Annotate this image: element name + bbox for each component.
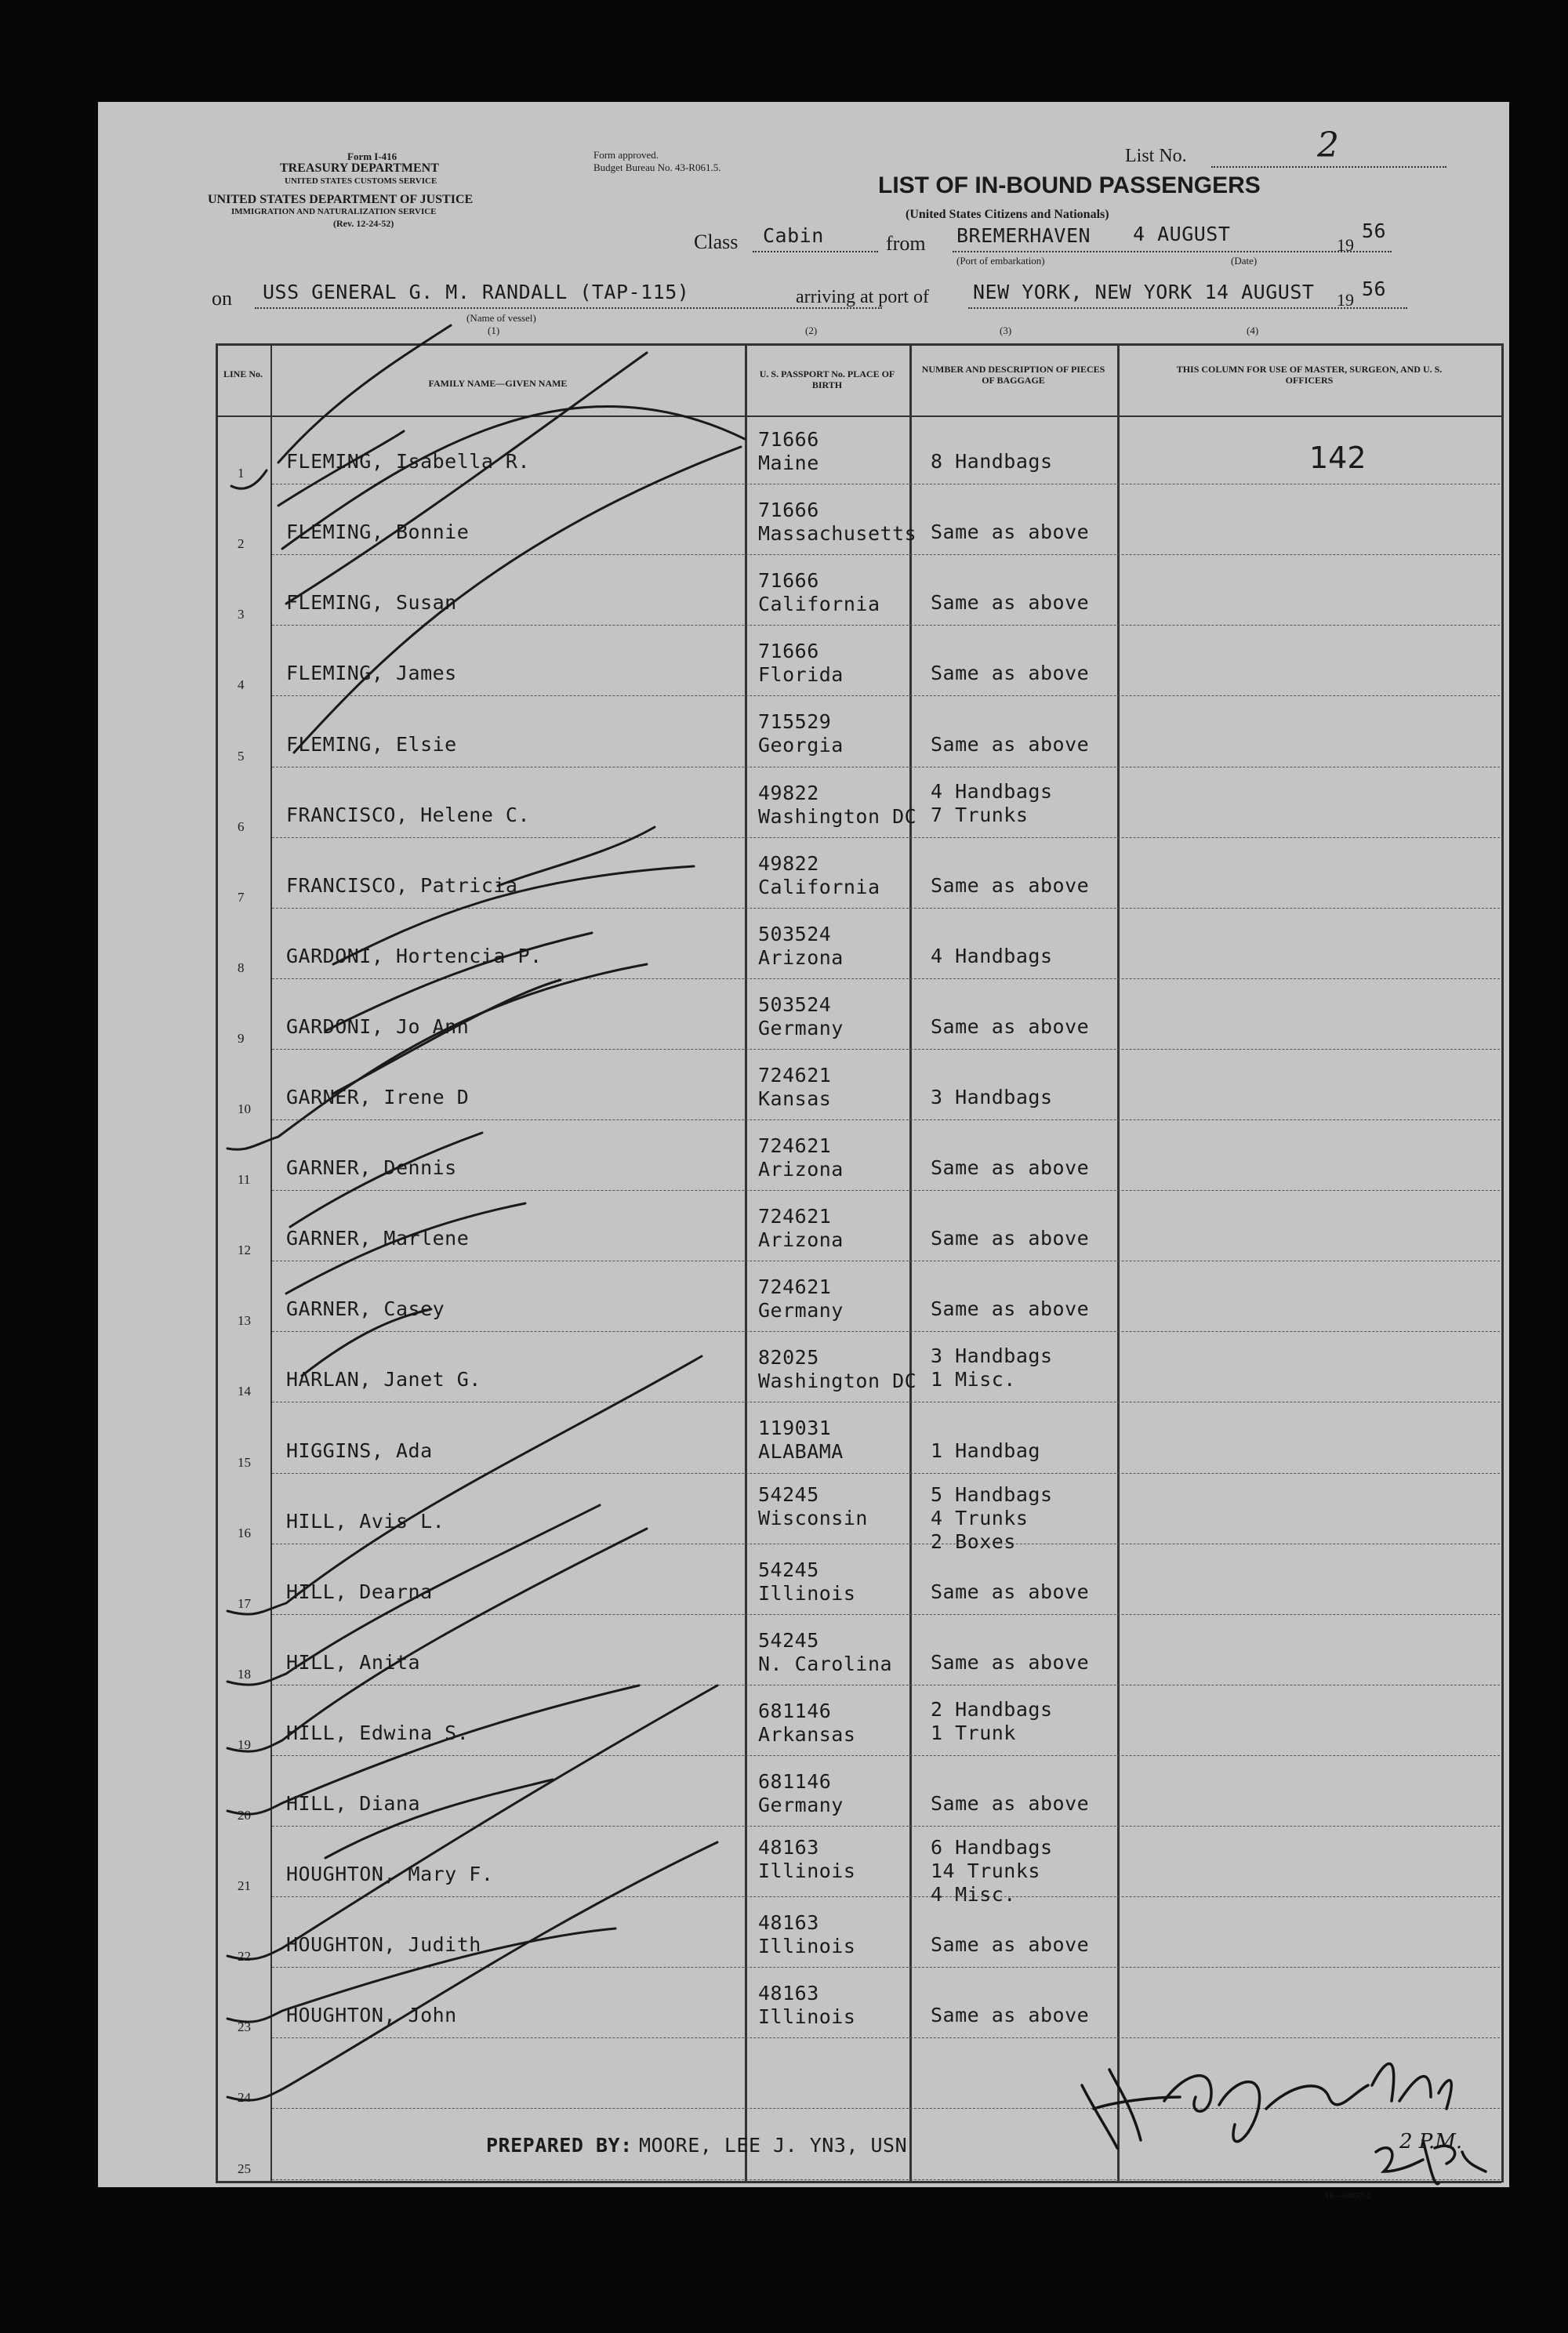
- passport-number: 71666: [758, 640, 819, 663]
- line-number: 10: [238, 1101, 251, 1116]
- baggage-line: Same as above: [931, 1227, 1090, 1250]
- baggage-line: 1 Trunk: [931, 1721, 1016, 1744]
- signature-time: 2 P.M.: [1399, 2130, 1463, 2153]
- baggage-line: 4 Handbags: [931, 779, 1053, 803]
- embark-date: 4 AUGUST: [1133, 223, 1231, 245]
- baggage-line: Same as above: [931, 591, 1090, 615]
- line-number: 14: [238, 1384, 251, 1399]
- baggage-line: 3 Handbags: [931, 1086, 1053, 1108]
- line-number: 5: [238, 748, 245, 764]
- baggage-line: 2 Boxes: [931, 1529, 1016, 1553]
- passport-number: 54245: [758, 1558, 819, 1581]
- passport-number: 715529: [758, 710, 832, 734]
- passenger-name: GARNER, Casey: [286, 1297, 445, 1321]
- on-label: on: [212, 287, 232, 310]
- passenger-name: GARDONI, Jo Ann: [286, 1014, 470, 1038]
- place-of-birth: Washington DC: [758, 804, 917, 828]
- col-header-baggage: NUMBER AND DESCRIPTION OF PIECES OF BAGGAGE: [921, 364, 1105, 386]
- line-number: 24: [238, 2090, 251, 2106]
- col-header-line-no: LINE No.: [223, 368, 263, 379]
- prepared-by-label: PREPARED BY:: [486, 2134, 633, 2157]
- place-of-birth: Illinois: [758, 1935, 856, 1958]
- place-of-birth: N. Carolina: [758, 1652, 893, 1675]
- line-number: 21: [238, 1878, 251, 1894]
- arrival-port-date: NEW YORK, NEW YORK 14 AUGUST: [973, 281, 1315, 303]
- baggage-line: 14 Trunks: [931, 1860, 1040, 1882]
- passport-number: 49822: [758, 781, 819, 804]
- passport-number: 71666: [758, 569, 819, 593]
- year-prefix: 19: [1337, 235, 1354, 255]
- place-of-birth: Illinois: [758, 1860, 856, 1882]
- vessel-caption: (Name of vessel): [466, 312, 536, 324]
- baggage-line: Same as above: [931, 873, 1090, 897]
- prepared-by-value: MOORE, LEE J. YN3, USN: [639, 2134, 908, 2157]
- baggage-line: Same as above: [931, 1933, 1090, 1957]
- handwritten-marks: [98, 102, 1509, 2187]
- passport-number: 48163: [758, 1911, 819, 1935]
- baggage-line: Same as above: [931, 732, 1090, 756]
- col-header-officers: THIS COLUMN FOR USE OF MASTER, SURGEON, AND U. S. OFFICERS: [1176, 364, 1443, 386]
- passenger-name: HILL, Avis L.: [286, 1509, 445, 1533]
- passenger-name: FLEMING, Elsie: [286, 732, 457, 756]
- officer-note: 142: [1309, 441, 1367, 475]
- place-of-birth: California: [758, 875, 880, 898]
- baggage-line: 4 Misc.: [931, 1883, 1016, 1906]
- baggage-line: 7 Trunks: [931, 803, 1029, 826]
- line-number: 8: [238, 960, 245, 975]
- col-num-1: (1): [488, 325, 500, 336]
- line-number: 22: [238, 1949, 251, 1965]
- place-of-birth: Arizona: [758, 1228, 844, 1252]
- baggage-line: 8 Handbags: [931, 450, 1053, 473]
- passenger-name: HILL, Anita: [286, 1650, 421, 1674]
- col-header-name: FAMILY NAME—GIVEN NAME: [428, 378, 568, 389]
- line-number: 17: [238, 1595, 251, 1611]
- passport-number: 82025: [758, 1346, 819, 1370]
- embark-port: BREMERHAVEN: [956, 224, 1091, 247]
- arrival-year: 56: [1362, 278, 1387, 300]
- arriving-label: arriving at port of: [796, 287, 929, 307]
- place-of-birth: Illinois: [758, 2005, 856, 2029]
- baggage-line: Same as above: [931, 2004, 1090, 2027]
- line-number: 1: [238, 466, 245, 481]
- place-of-birth: ALABAMA: [758, 1440, 844, 1464]
- passport-number: 503524: [758, 992, 832, 1016]
- passenger-name: HARLAN, Janet G.: [286, 1368, 481, 1391]
- baggage-line: Same as above: [931, 1650, 1090, 1674]
- baggage-line: Same as above: [931, 1297, 1090, 1321]
- vessel-name: USS GENERAL G. M. RANDALL (TAP-115): [263, 281, 690, 303]
- place-of-birth: Germany: [758, 1793, 844, 1816]
- passenger-name: GARNER, Marlene: [286, 1227, 470, 1250]
- passport-number: 49822: [758, 851, 819, 875]
- place-of-birth: Arkansas: [758, 1722, 856, 1746]
- passenger-name: HILL, Dearna: [286, 1580, 433, 1603]
- passenger-name: HILL, Edwina S.: [286, 1721, 470, 1744]
- passport-number: 71666: [758, 499, 819, 522]
- passenger-name: HOUGHTON, Mary F.: [286, 1863, 494, 1886]
- baggage-line: 4 Handbags: [931, 944, 1053, 967]
- place-of-birth: Massachusetts: [758, 522, 917, 546]
- place-of-birth: Maine: [758, 452, 819, 474]
- passenger-name: FRANCISCO, Helene C.: [286, 803, 531, 826]
- class-label: Class: [694, 230, 739, 253]
- footer-code: 16—54652-2: [1325, 2191, 1371, 2201]
- passenger-name: GARNER, Irene D: [286, 1086, 470, 1108]
- passport-number: 681146: [758, 1699, 832, 1722]
- budget-bureau: Budget Bureau No. 43-R061.5.: [593, 161, 721, 173]
- baggage-line: 6 Handbags: [931, 1836, 1053, 1859]
- passport-number: 54245: [758, 1628, 819, 1652]
- baggage-line: 2 Handbags: [931, 1697, 1053, 1721]
- passport-number: 119031: [758, 1417, 832, 1440]
- line-number: 3: [238, 607, 245, 622]
- line-number: 19: [238, 1736, 251, 1752]
- line-number: 9: [238, 1030, 245, 1046]
- baggage-line: Same as above: [931, 662, 1090, 685]
- line-number: 16: [238, 1525, 251, 1540]
- passenger-name: HILL, Diana: [286, 1792, 421, 1815]
- treasury-dept: TREASURY DEPARTMENT: [280, 161, 439, 175]
- col-num-4: (4): [1247, 325, 1259, 336]
- place-of-birth: Georgia: [758, 734, 844, 757]
- date-caption: (Date): [1231, 255, 1258, 267]
- place-of-birth: Arizona: [758, 1158, 844, 1181]
- passenger-name: GARDONI, Hortencia P.: [286, 944, 543, 967]
- place-of-birth: Washington DC: [758, 1370, 917, 1393]
- list-no-value: 2: [1317, 125, 1339, 165]
- baggage-line: 4 Trunks: [931, 1506, 1029, 1529]
- class-value: Cabin: [763, 224, 824, 247]
- baggage-line: Same as above: [931, 1792, 1090, 1815]
- place-of-birth: Illinois: [758, 1581, 856, 1605]
- ins-service: IMMIGRATION AND NATURALIZATION SERVICE: [231, 207, 437, 216]
- baggage-line: 1 Handbag: [931, 1439, 1040, 1462]
- passenger-name: HOUGHTON, John: [286, 2004, 457, 2027]
- form-number: Form I-416: [347, 151, 397, 162]
- line-number: 18: [238, 1666, 251, 1682]
- customs-service: UNITED STATES CUSTOMS SERVICE: [285, 176, 437, 186]
- manifest-sheet: [98, 102, 1509, 2201]
- passenger-name: FLEMING, Isabella R.: [286, 450, 531, 473]
- baggage-line: 5 Handbags: [931, 1482, 1053, 1506]
- col-num-3: (3): [1000, 325, 1012, 336]
- place-of-birth: Wisconsin: [758, 1506, 868, 1529]
- baggage-line: 3 Handbags: [931, 1344, 1053, 1368]
- port-embark-caption: (Port of embarkation): [956, 255, 1045, 267]
- col-num-2: (2): [805, 325, 818, 336]
- line-number: 4: [238, 677, 245, 693]
- passport-number: 681146: [758, 1769, 832, 1793]
- passport-number: 724621: [758, 1205, 832, 1228]
- col-header-passport: U. S. PASSPORT No. PLACE OF BIRTH: [759, 368, 895, 390]
- baggage-line: 1 Misc.: [931, 1368, 1016, 1391]
- place-of-birth: California: [758, 593, 880, 616]
- passport-number: 54245: [758, 1482, 819, 1506]
- document-subtitle: (United States Citizens and Nationals): [906, 208, 1109, 221]
- passport-number: 71666: [758, 428, 819, 451]
- embark-year: 56: [1362, 220, 1387, 242]
- passport-number: 724621: [758, 1134, 832, 1157]
- line-number: 13: [238, 1313, 251, 1329]
- line-number: 6: [238, 818, 245, 834]
- passenger-name: HOUGHTON, Judith: [286, 1933, 481, 1957]
- line-number: 11: [238, 1172, 251, 1188]
- place-of-birth: Kansas: [758, 1087, 832, 1110]
- passenger-name: GARNER, Dennis: [286, 1156, 457, 1180]
- place-of-birth: Florida: [758, 663, 844, 687]
- from-label: from: [886, 232, 926, 255]
- baggage-line: Same as above: [931, 1014, 1090, 1038]
- passenger-name: FLEMING, Susan: [286, 591, 457, 615]
- list-no-label: List No.: [1125, 146, 1187, 166]
- line-number: 15: [238, 1454, 251, 1470]
- passport-number: 724621: [758, 1063, 832, 1087]
- passenger-name: FLEMING, Bonnie: [286, 521, 470, 544]
- passport-number: 48163: [758, 1982, 819, 2005]
- line-number: 7: [238, 889, 245, 905]
- place-of-birth: Germany: [758, 1299, 844, 1323]
- place-of-birth: Arizona: [758, 945, 844, 969]
- passenger-name: HIGGINS, Ada: [286, 1439, 433, 1462]
- line-number: 25: [238, 2161, 251, 2176]
- line-number: 2: [238, 536, 245, 552]
- passport-number: 503524: [758, 922, 832, 945]
- justice-dept: UNITED STATES DEPARTMENT OF JUSTICE: [208, 193, 474, 206]
- form-approved: Form approved.: [593, 149, 659, 161]
- baggage-line: Same as above: [931, 1156, 1090, 1180]
- line-number: 20: [238, 1808, 251, 1823]
- baggage-line: Same as above: [931, 1580, 1090, 1603]
- revision: (Rev. 12-24-52): [333, 218, 394, 229]
- place-of-birth: Germany: [758, 1016, 844, 1040]
- passenger-name: FLEMING, James: [286, 662, 457, 685]
- passport-number: 724621: [758, 1275, 832, 1299]
- line-number: 23: [238, 2019, 251, 2035]
- line-number: 12: [238, 1243, 251, 1258]
- arrival-year-prefix: 19: [1337, 290, 1354, 310]
- document-title: LIST OF IN-BOUND PASSENGERS: [878, 172, 1261, 198]
- baggage-line: Same as above: [931, 521, 1090, 544]
- passport-number: 48163: [758, 1836, 819, 1859]
- passenger-name: FRANCISCO, Patricia: [286, 873, 518, 897]
